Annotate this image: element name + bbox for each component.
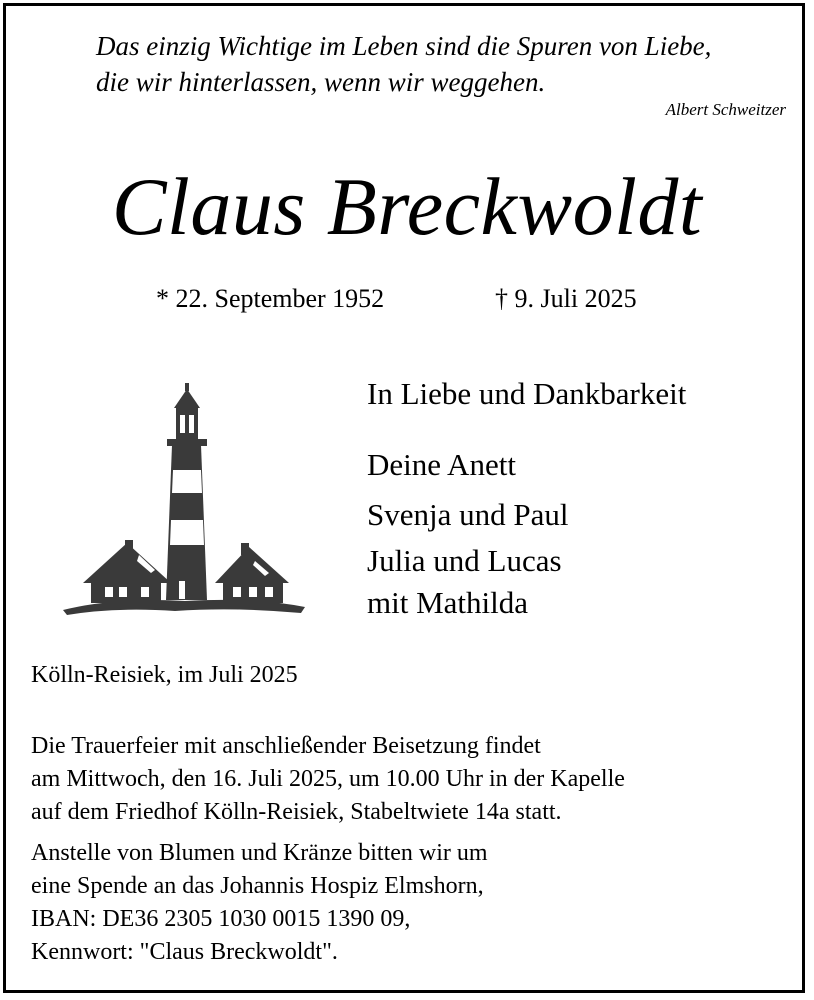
donation-line: eine Spende an das Johannis Hospiz Elmshorn, [31, 873, 484, 899]
mourner-name: Deine Anett [367, 447, 516, 482]
mourner-name: mit Mathilda [367, 585, 529, 620]
deceased-name: Claus Breckwoldt [111, 161, 703, 252]
donation-info [31, 837, 488, 969]
donation-line: Kennwort: "Claus Breckwoldt". [31, 939, 338, 965]
mourner-list [367, 440, 569, 624]
donation-line: Anstelle von Blumen und Kränze bitten wir um [31, 840, 488, 866]
mourner-name: Svenja und Paul [367, 497, 569, 532]
birth-date: * 22. September 1952 [156, 284, 385, 313]
quote-author: Albert Schweitzer [665, 100, 786, 119]
quote-line: Das einzig Wichtige im Leben sind die Spuren von Liebe, [96, 31, 712, 61]
quote [96, 28, 796, 100]
funeral-line: Die Trauerfeier mit anschließender Beisetzung findet [31, 733, 541, 759]
place-date: Kölln-Reisiek, im Juli 2025 [31, 662, 298, 688]
thanks-heading: In Liebe und Dankbarkeit [367, 376, 687, 411]
donation-line: IBAN: DE36 2305 1030 0015 1390 09, [31, 906, 411, 932]
death-date: † 9. Juli 2025 [495, 284, 637, 313]
lighthouse-illustration-icon [55, 375, 310, 620]
funeral-line: auf dem Friedhof Kölln-Reisiek, Stabeltwiete 14a statt. [31, 799, 562, 825]
mourner-name: Julia und Lucas [367, 543, 562, 578]
funeral-info [31, 730, 625, 829]
funeral-line: am Mittwoch, den 16. Juli 2025, um 10.00 Uhr in der Kapelle [31, 766, 625, 792]
quote-line: die wir hinterlassen, wenn wir weggehen. [96, 67, 546, 97]
